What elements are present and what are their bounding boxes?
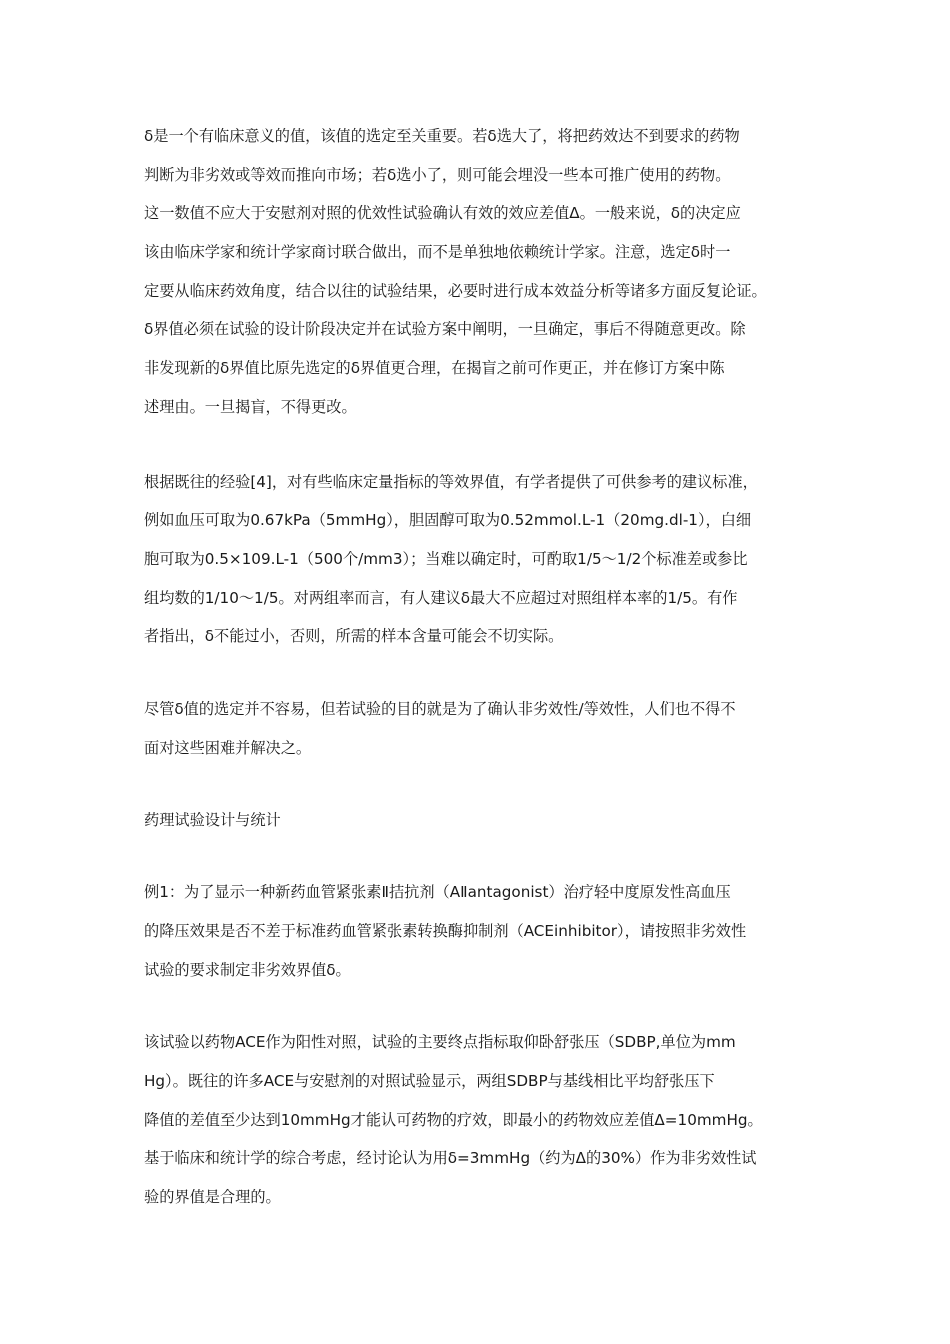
text-line: 组均数的1/10～1/5。对两组率而言，有人建议δ最大不应超过对照组样本率的1/5。有作 <box>144 588 738 607</box>
text-line: δ界值必须在试验的设计阶段决定并在试验方案中阐明，一旦确定，事后不得随意更改。除 <box>144 320 746 339</box>
paragraph-reference-standards <box>144 463 810 656</box>
text-line: 面对这些困难并解决之。 <box>144 738 312 757</box>
text-line: 者指出，δ不能过小，否则，所需的样本含量可能会不切实际。 <box>144 627 564 646</box>
text-line: 胞可取为0.5×109.L-1（500个/mm3）；当难以确定时，可酌取1/5～1/2个标准差或参比 <box>144 549 748 568</box>
text-line: 根据既往的经验[4]，对有些临床定量指标的等效界值，有学者提供了可供参考的建议标准， <box>144 472 758 491</box>
text-line: 定要从临床药效角度，结合以往的试验结果，必要时进行成本效益分析等诸多方面反复论证。 <box>144 281 767 300</box>
paragraph-spacer <box>144 989 810 1023</box>
paragraph-spacer <box>144 767 810 801</box>
paragraph-example-1 <box>144 873 810 989</box>
text-line: δ是一个有临床意义的值，该值的选定至关重要。若δ选大了，将把药效达不到要求的药物 <box>144 127 740 145</box>
text-line: 该由临床学家和统计学家商讨联合做出，而不是单独地依赖统计学家。注意，选定δ时一 <box>144 243 731 262</box>
text-line: Hg）。既往的许多ACE与安慰剂的对照试验显示，两组SDBP与基线相比平均舒张压下 <box>144 1072 715 1091</box>
text-line: 的降压效果是否不差于标准药血管紧张素转换酶抑制剂（ACEinhibitor），请按照非劣效性 <box>144 922 747 940</box>
text-line: 判断为非劣效或等效而推向市场；若δ选小了，则可能会埋没一些本可推广使用的药物。 <box>144 165 731 184</box>
section-heading <box>144 801 810 839</box>
paragraph-spacer <box>144 427 810 463</box>
document-page <box>144 117 810 1217</box>
paragraph-delta-margin <box>144 117 810 427</box>
text-line: 验的界值是合理的。 <box>144 1188 281 1207</box>
text-line: 尽管δ值的选定并不容易，但若试验的目的就是为了确认非劣效性/等效性，人们也不得不 <box>144 699 736 718</box>
paragraph-spacer <box>144 656 810 690</box>
paragraph-difficulty <box>144 690 810 767</box>
paragraph-spacer <box>144 839 810 873</box>
text-line: 述理由。一旦揭盲，不得更改。 <box>144 397 357 416</box>
text-line: 这一数值不应大于安慰剂对照的优效性试验确认有效的效应差值Δ。一般来说，δ的决定应 <box>144 204 741 223</box>
text-line: 基于临床和统计学的综合考虑，经讨论认为用δ=3mmHg（约为Δ的30%）作为非劣效性试 <box>144 1149 757 1168</box>
text-line: 例如血压可取为0.67kPa（5mmHg），胆固醇可取为0.52mmol.L-1（20mg.dl-1），白细 <box>144 511 752 530</box>
text-line: 试验的要求制定非劣效界值δ。 <box>144 960 351 979</box>
paragraph-ace-trial <box>144 1023 810 1216</box>
text-line: 降值的差值至少达到10mmHg才能认可药物的疗效，即最小的药物效应差值Δ=10mmHg。 <box>144 1110 763 1129</box>
text-line: 该试验以药物ACE作为阳性对照，试验的主要终点指标取仰卧舒张压（SDBP,单位为mm <box>144 1033 736 1052</box>
text-line: 例1：为了显示一种新药血管紧张素Ⅱ拮抗剂（AⅡantagonist）治疗轻中度原发性高血压 <box>144 883 731 902</box>
text-line: 非发现新的δ界值比原先选定的δ界值更合理，在揭盲之前可作更正，并在修订方案中陈 <box>144 359 725 378</box>
heading-text: 药理试验设计与统计 <box>144 811 281 830</box>
